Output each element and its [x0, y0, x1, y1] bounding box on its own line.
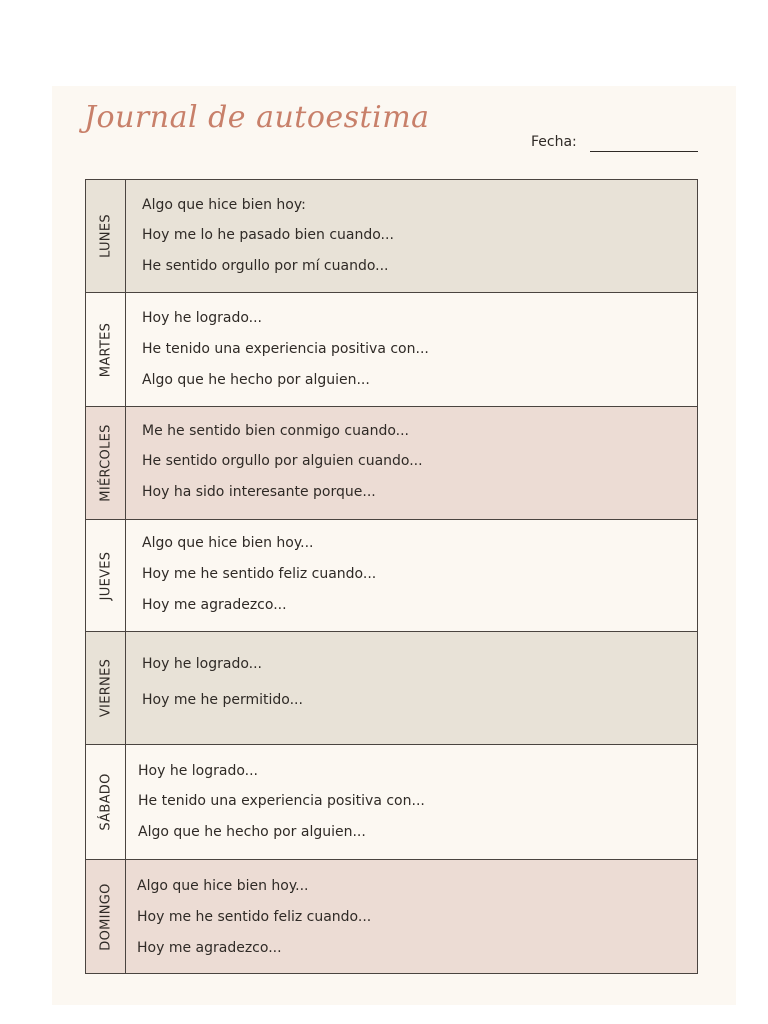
prompt-list	[142, 293, 687, 406]
day-row-jueves	[86, 520, 697, 632]
prompt: Hoy me he permitido...	[142, 692, 303, 708]
prompt: Algo que hice bien hoy...	[142, 535, 314, 551]
prompt: Hoy me he sentido feliz cuando...	[142, 566, 377, 582]
prompt-list	[142, 407, 687, 519]
day-label-cell	[86, 632, 126, 744]
prompt: Algo que he hecho por alguien...	[138, 824, 366, 840]
day-name: MARTES	[98, 322, 113, 377]
prompt: Hoy me he sentido feliz cuando...	[137, 909, 372, 925]
day-label-cell	[86, 407, 126, 519]
prompt-list	[137, 860, 687, 973]
prompt: Hoy ha sido interesante porque...	[142, 484, 376, 500]
prompt-list	[142, 632, 687, 744]
prompt: He sentido orgullo por alguien cuando...	[142, 453, 423, 469]
journal-table	[85, 179, 698, 974]
day-name: MIÉRCOLES	[98, 424, 113, 502]
day-name: SÁBADO	[98, 773, 113, 831]
prompt: Hoy he logrado...	[138, 763, 258, 779]
date-label: Fecha:	[531, 134, 577, 150]
day-row-domingo	[86, 860, 697, 973]
prompt: He sentido orgullo por mí cuando...	[142, 258, 389, 274]
prompt-list	[138, 745, 687, 859]
day-label-cell	[86, 180, 126, 292]
date-line	[590, 151, 698, 152]
prompt: Hoy me agradezco...	[142, 597, 287, 613]
day-label-cell	[86, 293, 126, 406]
day-name: LUNES	[98, 214, 113, 258]
day-row-martes	[86, 293, 697, 407]
day-name: VIERNES	[98, 658, 113, 718]
prompt: Algo que he hecho por alguien...	[142, 372, 370, 388]
prompt: Me he sentido bien conmigo cuando...	[142, 423, 409, 439]
page-title: Journal de autoestima	[84, 100, 430, 135]
prompt: Hoy me lo he pasado bien cuando...	[142, 227, 394, 243]
day-row-viernes	[86, 632, 697, 745]
day-label-cell	[86, 860, 126, 973]
prompt: Hoy he logrado...	[142, 310, 262, 326]
prompt: Algo que hice bien hoy...	[137, 878, 309, 894]
prompt: Algo que hice bien hoy:	[142, 197, 306, 213]
prompt: He tenido una experiencia positiva con...	[142, 341, 429, 357]
day-label-cell	[86, 745, 126, 859]
day-label-cell	[86, 520, 126, 631]
prompt: Hoy he logrado...	[142, 656, 262, 672]
day-row-miercoles	[86, 407, 697, 520]
prompt: He tenido una experiencia positiva con...	[138, 793, 425, 809]
day-name: JUEVES	[98, 551, 113, 600]
prompt-list	[142, 180, 687, 292]
prompt-list	[142, 520, 687, 631]
prompt: Hoy me agradezco...	[137, 940, 282, 956]
day-row-sabado	[86, 745, 697, 860]
day-row-lunes	[86, 180, 697, 293]
date-field	[531, 134, 701, 158]
day-name: DOMINGO	[98, 882, 113, 951]
